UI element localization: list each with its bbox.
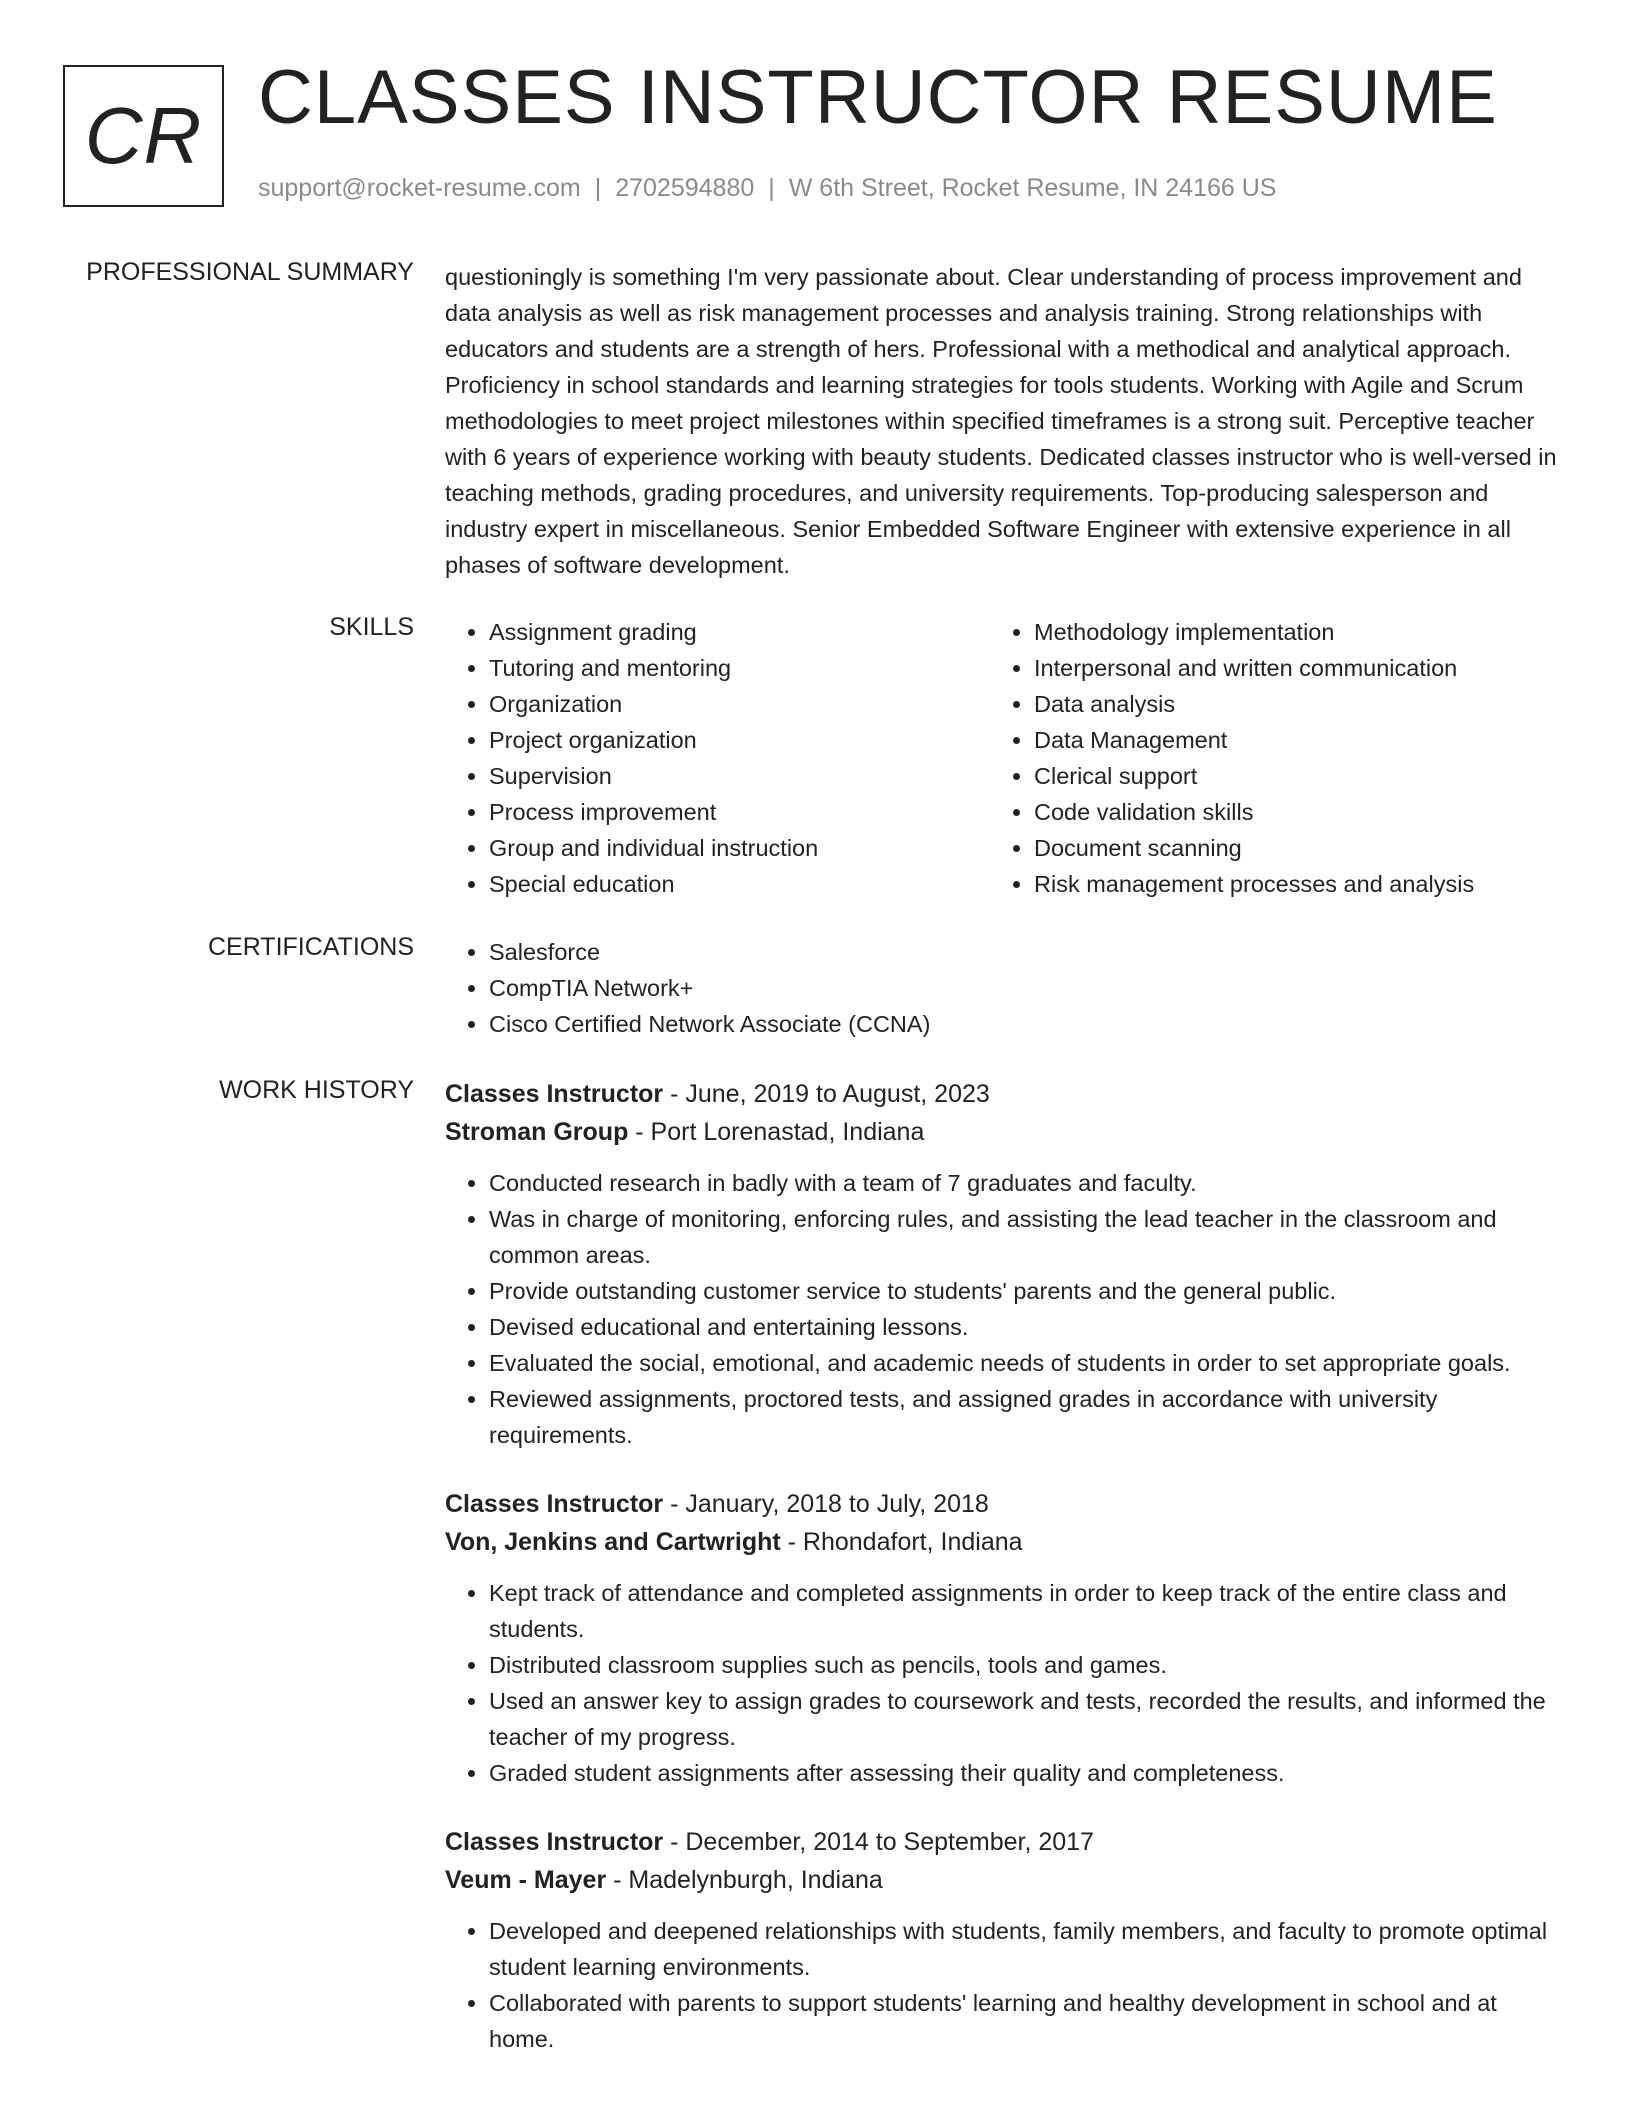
contact-line [258, 174, 1276, 203]
skill-item: • Interpersonal and written communication [1034, 650, 1535, 686]
skill-item: • Project organization [489, 722, 990, 758]
summary-text: questioningly is something I'm very passionate about. Clear understanding of process improvement and data analysis as well as risk management processes and analysis training. Strong relationships with educators and students are a strength of hers. Professional with a methodical and analytical approach. Proficiency in school standards and learning strategies for tools students. Working with Agile and Scrum methodologies to meet project milestones within specified timeframes is a strong suit. Perceptive teacher with 6 years of experience working with beauty students. Dedicated classes instructor who is well-versed in teaching methods, grading procedures, and university requirements. Top-producing salesperson and industry expert in miscellaneous. Senior Embedded Software Engineer with extensive experience in all phases of software development. [445, 264, 1557, 578]
job-dates: - June, 2019 to August, 2023 [663, 1080, 990, 1108]
job-duty: • Graded student assignments after assessing their quality and completeness. [489, 1755, 1565, 1791]
skill-item: • Document scanning [1034, 830, 1535, 866]
job-company-line [445, 1523, 1565, 1561]
job-location: - Madelynburgh, Indiana [606, 1866, 883, 1894]
job-title-line [445, 1823, 1565, 1861]
job-duty: • Provide outstanding customer service to students' parents and the general public. [489, 1273, 1565, 1309]
skill-item: • Tutoring and mentoring [489, 650, 990, 686]
job-company: Stroman Group [445, 1118, 629, 1146]
contact-email: support@rocket-resume.com [258, 174, 581, 202]
certification-item: • Salesforce [489, 934, 1565, 970]
contact-address: W 6th Street, Rocket Resume, IN 24166 US [788, 174, 1277, 202]
job-entry [445, 1485, 1565, 1791]
job-entry [445, 1823, 1565, 2057]
skill-item: • Process improvement [489, 794, 990, 830]
job-company: Von, Jenkins and Cartwright [445, 1528, 781, 1556]
skills-grid [445, 614, 1565, 902]
skill-item: • Code validation skills [1034, 794, 1535, 830]
job-duties [445, 1165, 1565, 1453]
job-duty: • Developed and deepened relationships with students, family members, and faculty to promote optimal student learning environments. [489, 1913, 1565, 1985]
monogram-badge [63, 65, 224, 207]
job-title: Classes Instructor [445, 1490, 664, 1518]
job-duty: • Reviewed assignments, proctored tests, and assigned grades in accordance with university requirements. [489, 1381, 1565, 1453]
skills-column-left [445, 614, 990, 902]
work-history-list [445, 1075, 1565, 2089]
work-history-heading: WORK HISTORY [219, 1076, 414, 1104]
job-entry [445, 1075, 1565, 1453]
job-duties [445, 1913, 1565, 2057]
job-company: Veum - Mayer [445, 1866, 607, 1894]
monogram-initials: CR [84, 91, 203, 180]
skills-heading: SKILLS [329, 613, 414, 641]
job-title: Classes Instructor [445, 1080, 664, 1108]
job-company-line [445, 1861, 1565, 1899]
skill-item: • Methodology implementation [1034, 614, 1535, 650]
job-duty: • Evaluated the social, emotional, and academic needs of students in order to set appropriate goals. [489, 1345, 1565, 1381]
skill-item: • Special education [489, 866, 990, 902]
contact-phone: 2702594880 [615, 174, 755, 202]
job-dates: - January, 2018 to July, 2018 [663, 1490, 989, 1518]
certification-item: • Cisco Certified Network Associate (CCNA) [489, 1006, 1565, 1042]
job-duty: • Distributed classroom supplies such as pencils, tools and games. [489, 1647, 1565, 1683]
job-duty: • Used an answer key to assign grades to coursework and tests, recorded the results, and informed the teacher of my progress. [489, 1683, 1565, 1755]
skill-item: • Assignment grading [489, 614, 990, 650]
job-duty: • Conducted research in badly with a team of 7 graduates and faculty. [489, 1165, 1565, 1201]
job-location: - Port Lorenastad, Indiana [628, 1118, 925, 1146]
skill-item: • Supervision [489, 758, 990, 794]
skill-item: • Organization [489, 686, 990, 722]
job-duty: • Devised educational and entertaining lessons. [489, 1309, 1565, 1345]
summary-heading: PROFESSIONAL SUMMARY [86, 258, 414, 286]
contact-separator: | [768, 174, 775, 202]
skill-item: • Data analysis [1034, 686, 1535, 722]
certification-item: • CompTIA Network+ [489, 970, 1565, 1006]
skill-item: • Data Management [1034, 722, 1535, 758]
resume-title: CLASSES INSTRUCTOR RESUME [258, 55, 1498, 140]
certifications-heading: CERTIFICATIONS [207, 933, 414, 961]
job-company-line [445, 1113, 1565, 1151]
skill-item: • Risk management processes and analysis [1034, 866, 1535, 902]
skill-item: • Clerical support [1034, 758, 1535, 794]
job-duty: • Was in charge of monitoring, enforcing rules, and assisting the lead teacher in the classroom and common areas. [489, 1201, 1565, 1273]
job-location: - Rhondafort, Indiana [780, 1528, 1023, 1556]
job-title-line [445, 1075, 1565, 1113]
job-title: Classes Instructor [445, 1828, 664, 1856]
job-duty: • Kept track of attendance and completed assignments in order to keep track of the entire class and students. [489, 1575, 1565, 1647]
skill-item: • Group and individual instruction [489, 830, 990, 866]
job-duties [445, 1575, 1565, 1791]
job-duty: • Collaborated with parents to support students' learning and healthy development in school and at home. [489, 1985, 1565, 2057]
job-title-line [445, 1485, 1565, 1523]
skills-column-right [990, 614, 1535, 902]
contact-separator: | [594, 174, 602, 202]
job-dates: - December, 2014 to September, 2017 [663, 1828, 1094, 1856]
